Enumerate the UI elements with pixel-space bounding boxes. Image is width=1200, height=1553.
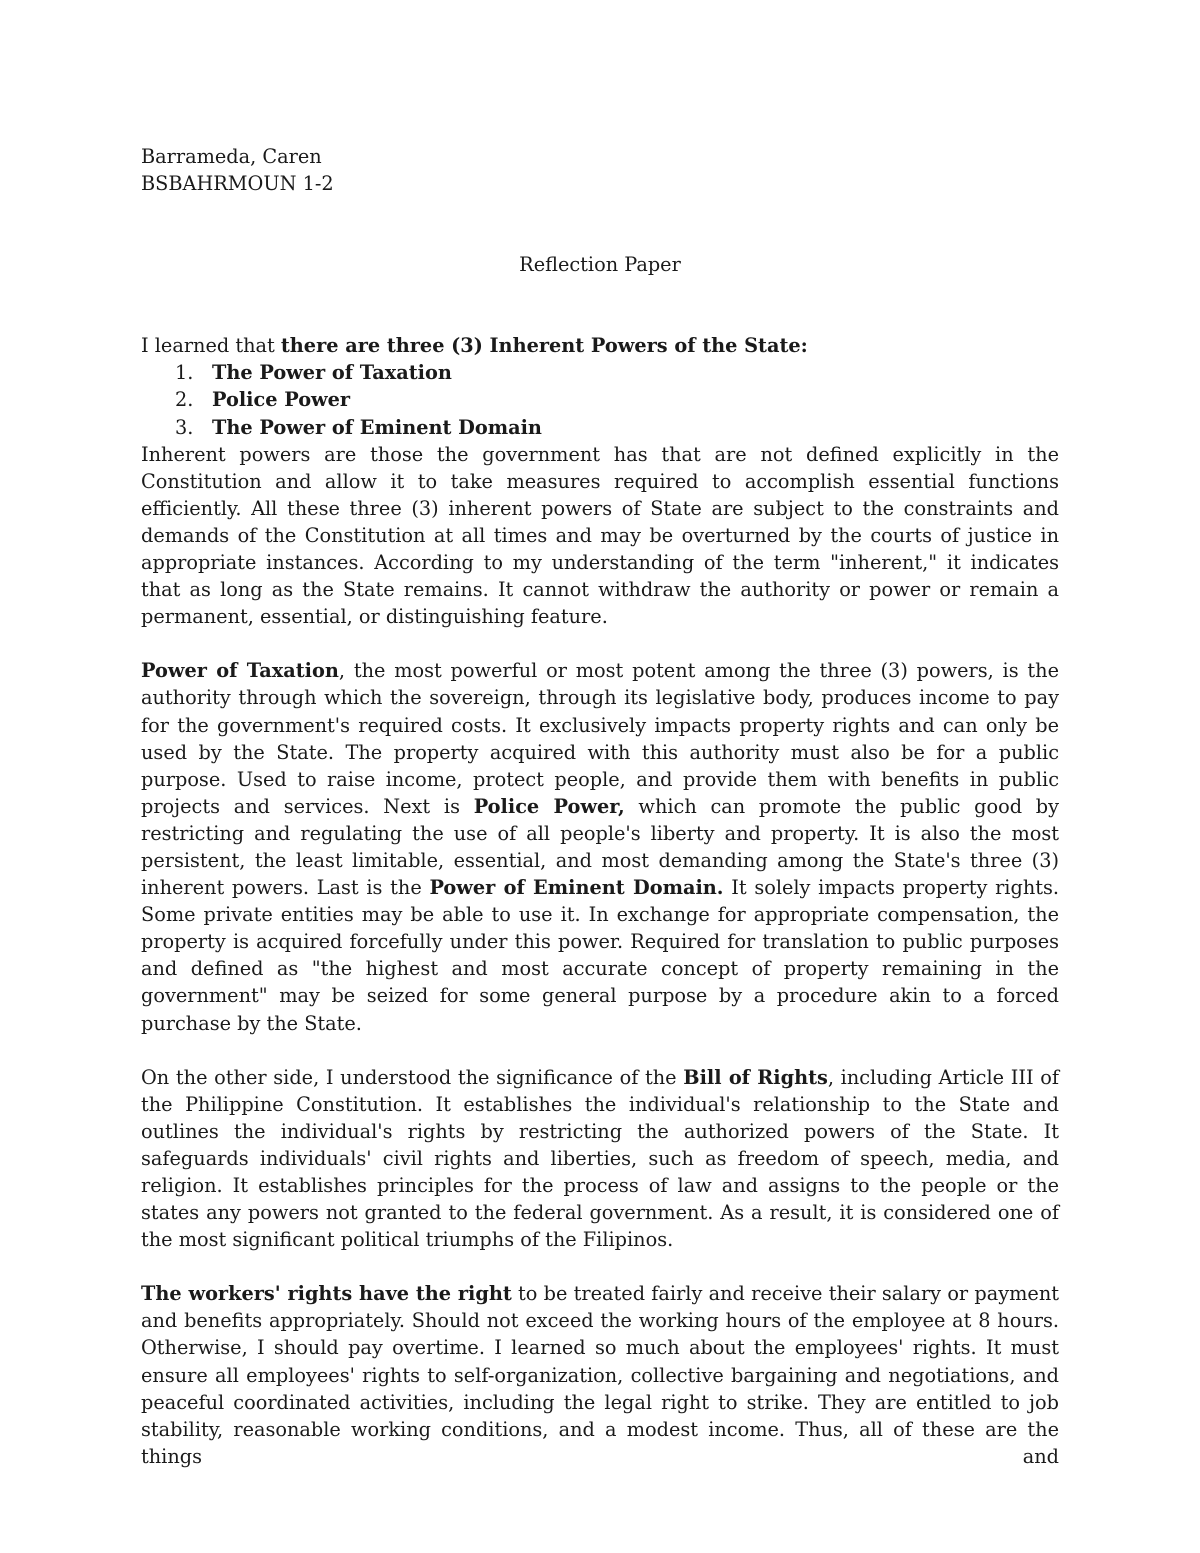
document-title: Reflection Paper [519,253,681,277]
paragraph-workers-rights [141,1280,1059,1470]
paragraph-text: It solely impacts property rights. Some private entities may be able to use it. In exchange for appropriate compensation, the property is acquired forcefully under this power. Required for translation to public purposes and defined as "the highest and most accurate concept of property remaining in the government" may be seized for some general purpose by a procedure akin to a forced purchase by the State. [141,876,1060,1035]
list-number: 1. [175,361,194,385]
bold-police-power: Police Power, [473,794,625,818]
inherent-powers-list [141,359,1059,440]
paragraph-text: , including Article III of the Philippine Constitution. It establishes the individual's relationship to the State and outlines the individual's rights by restricting the authorized powers of the State. It safeguards individuals' civil rights and liberties, such as freedom of speech, media, and religion. It establishes principles for the process of law and assigns to the people or the states any powers not granted to the federal government. As a result, it is considered one of the most significant political triumphs of the Filipinos. [141,1065,1059,1252]
intro-lead: I learned that [141,334,281,358]
paragraph-text: , the most powerful or most potent among the three (3) powers, is the authority through which the sovereign, through its legislative body, produces income to pay for the government's required costs. It exclusively impacts property rights and can only be used by the State. The property acquired with this authority must also be for a public purpose. Used to raise income, protect people, and provide them with benefits in public projects and services. Next is [141,659,1059,818]
list-item [175,386,1059,413]
list-label: Police Power [212,388,351,412]
spacer [141,278,1059,332]
list-label: The Power of Eminent Domain [212,415,542,439]
list-label: The Power of Taxation [212,361,452,385]
paragraph-text: On the other side, I understood the significance of the [141,1065,684,1089]
bold-workers-rights: The workers' rights have the right [141,1282,512,1306]
course-section: BSBAHRMOUN 1-2 [141,172,334,196]
paragraph-bill-of-rights [141,1064,1059,1254]
author-name: Barrameda, Caren [141,145,322,168]
intro-lead-bold: there are three (3) Inherent Powers of the State: [280,334,808,358]
spacer [141,1037,1059,1064]
bold-power-of-taxation: Power of Taxation [141,659,339,683]
intro-line [141,332,1059,359]
bold-bill-of-rights: Bill of Rights [683,1065,828,1089]
paragraph-three-powers [141,657,1059,1036]
list-number: 2. [175,388,194,412]
paragraph-text: to be treated fairly and receive their salary or payment and benefits appropriately. Should not exceed the working hours of the employee at 8 hours. Otherwise, I should pay overtime. I learned so much about the employees' rights. It must ensure all employees' rights to self-organization, collective bargaining and negotiations, and peaceful coordinated activities, including the legal right to strike. They are entitled to job stability, reasonable working conditions, and a modest income. Thus, all of these are the things and [141,1282,1059,1468]
spacer [141,630,1059,657]
spacer [141,1253,1059,1280]
bold-eminent-domain: Power of Eminent Domain. [429,876,724,900]
list-item [175,414,1059,441]
paragraph-text: which can promote the public good by restricting and regulating the use of all people's liberty and property. It is also the most persistent, the least limitable, essential, and most demanding among the State's three (3) inherent powers. Last is the [141,794,1060,900]
paragraph-inherent-powers: Inherent powers are those the government has that are not defined explicitly in the Constitution and allow it to take measures required to accomplish essential functions efficiently. All these three (3) inherent powers of State are subject to the constraints and demands of the Constitution at all times and may be overturned by the courts of justice in appropriate instances. According to my understanding of the term "inherent," it indicates that as long as the State remains. It cannot withdraw the authority or power or remain a permanent, essential, or distinguishing feature. [141,442,1059,629]
list-item [175,359,1059,386]
list-number: 3. [175,415,194,439]
